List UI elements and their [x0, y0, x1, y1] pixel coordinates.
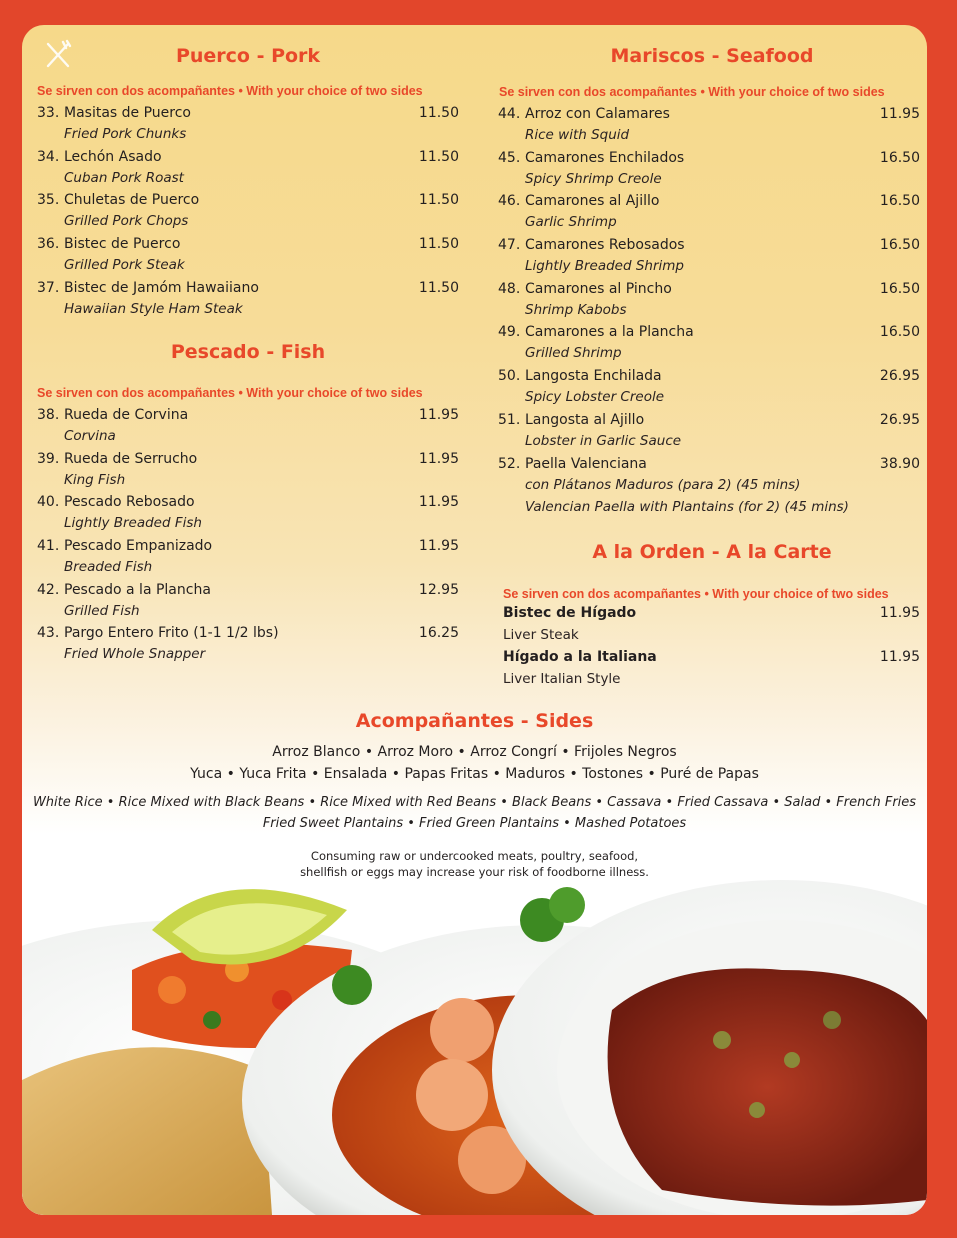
item-price: 16.50 — [879, 149, 920, 166]
item-description: Lobster in Garlic Sauce — [525, 432, 682, 449]
pork-section-subtitle: Se sirven con dos acompañantes • With your choice of two sides — [37, 84, 423, 98]
item-description: Fried Pork Chunks — [64, 126, 187, 142]
item-description: Spicy Lobster Creole — [525, 389, 665, 406]
item-number: 38. — [37, 407, 60, 423]
item-price: 16.50 — [879, 324, 920, 341]
item-price: 11.95 — [418, 407, 459, 423]
item-description: King Fish — [64, 471, 126, 488]
pork-section-title: Puerco - Pork — [175, 45, 321, 67]
item-price: 11.95 — [418, 494, 459, 511]
fish-item-list — [37, 407, 459, 669]
item-number: 37. — [37, 279, 60, 296]
seafood-menu-item — [498, 281, 920, 325]
item-description: Shrimp Kabobs — [525, 301, 627, 318]
item-price: 16.50 — [879, 193, 920, 210]
sides-section-title: Acompañantes - Sides — [355, 710, 594, 732]
seafood-menu-item — [498, 455, 920, 515]
item-number: 52. — [498, 455, 521, 472]
pork-menu-item — [37, 280, 459, 324]
item-description: Lightly Breaded Shrimp — [525, 258, 684, 275]
item-name: Pargo Entero Frito (1-1 1/2 lbs) — [64, 625, 279, 642]
item-number: 47. — [498, 237, 521, 254]
seafood-menu-item — [498, 368, 920, 412]
item-number: 46. — [498, 193, 521, 210]
fish-section-title: Pescado - Fish — [170, 341, 326, 363]
item-name: Pescado Rebosado — [64, 494, 195, 511]
item-number: 43. — [37, 625, 60, 642]
item-name: Arroz con Calamares — [525, 106, 670, 122]
item-description: Fried Whole Snapper — [64, 646, 206, 663]
item-price: 11.50 — [418, 279, 459, 296]
item-number: 40. — [37, 494, 60, 511]
item-description: con Plátanos Maduros (para 2) (45 mins) — [525, 476, 801, 493]
item-description: Lightly Breaded Fish — [64, 515, 202, 532]
item-price: 11.95 — [879, 106, 920, 122]
pork-menu-item — [37, 192, 459, 236]
item-price: 11.50 — [418, 148, 459, 165]
item-name: Langosta Enchilada — [525, 368, 662, 385]
alacarte-menu-item — [503, 605, 920, 649]
seafood-menu-item — [498, 237, 920, 281]
item-price: 11.95 — [879, 648, 920, 665]
item-number: 51. — [498, 411, 521, 428]
seafood-menu-item — [498, 324, 920, 368]
item-price: 12.95 — [418, 581, 459, 598]
item-name: Hígado a la Italiana — [503, 648, 657, 665]
item-name: Paella Valenciana — [525, 455, 647, 472]
item-name: Bistec de Hígado — [503, 605, 637, 621]
item-price: 11.95 — [418, 450, 459, 467]
sides-spanish-line-1: Arroz Blanco • Arroz Moro • Arroz Congrí • Frijoles Negros — [272, 744, 677, 760]
fish-menu-item — [37, 451, 459, 495]
seafood-section-subtitle: Se sirven con dos acompañantes • With your choice of two sides — [499, 85, 885, 99]
item-number: 44. — [498, 106, 521, 122]
item-description: Spicy Shrimp Creole — [525, 170, 662, 187]
item-price: 11.95 — [418, 538, 459, 555]
item-name: Masitas de Puerco — [64, 105, 191, 121]
fish-menu-item — [37, 538, 459, 582]
item-price: 16.25 — [418, 625, 459, 642]
item-description: Hawaiian Style Ham Steak — [64, 300, 243, 317]
item-price: 11.50 — [418, 236, 459, 253]
item-price: 11.50 — [418, 192, 459, 209]
seafood-item-list — [498, 106, 920, 515]
item-name: Langosta al Ajillo — [525, 411, 645, 428]
item-description: Rice with Squid — [525, 127, 630, 143]
item-number: 35. — [37, 192, 60, 209]
item-name: Lechón Asado — [64, 148, 162, 165]
sides-spanish-line-2: Yuca • Yuca Frita • Ensalada • Papas Fritas • Maduros • Tostones • Puré de Papas — [190, 766, 759, 782]
seafood-menu-item — [498, 150, 920, 194]
item-price: 16.50 — [879, 237, 920, 254]
seafood-menu-item — [498, 193, 920, 237]
food-warning-line-1: Consuming raw or undercooked meats, poultry, seafood, — [310, 849, 639, 863]
item-description: Grilled Pork Steak — [64, 257, 185, 274]
item-description: Corvina — [64, 428, 116, 444]
item-name: Bistec de Puerco — [64, 236, 181, 253]
item-name: Camarones al Ajillo — [525, 193, 660, 210]
food-plates-photo — [22, 870, 927, 1215]
item-name: Rueda de Serrucho — [64, 450, 198, 467]
fish-menu-item — [37, 582, 459, 626]
item-name: Camarones al Pincho — [525, 280, 672, 297]
item-description: Cuban Pork Roast — [64, 169, 184, 186]
item-description-english: Valencian Paella with Plantains (for 2) (45 mins) — [525, 498, 849, 515]
item-name: Chuletas de Puerco — [64, 192, 200, 209]
seafood-menu-item — [498, 412, 920, 456]
fish-menu-item — [37, 407, 459, 451]
alacarte-section-title: A la Orden - A la Carte — [592, 541, 832, 563]
item-name: Camarones a la Plancha — [525, 324, 694, 341]
sides-english-line-1: White Rice • Rice Mixed with Black Beans • Rice Mixed with Red Beans • Black Beans • Cassava • Fried Cassava • Salad • French Fries — [32, 795, 917, 810]
seafood-menu-item — [498, 106, 920, 150]
pork-menu-item — [37, 149, 459, 193]
item-number: 41. — [37, 538, 60, 555]
item-description: Grilled Shrimp — [525, 345, 622, 362]
item-name: Rueda de Corvina — [64, 407, 189, 423]
sides-english-line-2: Fried Sweet Plantains • Fried Green Plantains • Mashed Potatoes — [262, 816, 687, 831]
item-description: Liver Italian Style — [503, 670, 621, 687]
item-name: Pescado Empanizado — [64, 538, 213, 555]
alacarte-section-subtitle: Se sirven con dos acompañantes • With your choice of two sides — [503, 587, 889, 601]
fish-menu-item — [37, 494, 459, 538]
item-price: 38.90 — [879, 455, 920, 472]
item-price: 11.50 — [418, 105, 459, 121]
item-price: 11.95 — [879, 605, 920, 621]
item-name: Camarones Rebosados — [525, 237, 685, 254]
pork-menu-item — [37, 105, 459, 149]
item-name: Pescado a la Plancha — [64, 581, 211, 598]
item-description: Garlic Shrimp — [525, 214, 617, 231]
item-description: Grilled Fish — [64, 602, 140, 619]
seafood-section-title: Mariscos - Seafood — [610, 45, 814, 67]
fish-section-subtitle: Se sirven con dos acompañantes • With your choice of two sides — [37, 386, 423, 400]
item-price: 16.50 — [879, 280, 920, 297]
pork-menu-item — [37, 236, 459, 280]
item-name: Bistec de Jamóm Hawaiiano — [64, 279, 259, 296]
alacarte-item-list — [503, 605, 920, 692]
item-price: 26.95 — [879, 411, 920, 428]
item-number: 39. — [37, 450, 60, 467]
item-number: 48. — [498, 280, 521, 297]
item-number: 45. — [498, 149, 521, 166]
item-name: Camarones Enchilados — [525, 149, 685, 166]
pork-item-list — [37, 105, 459, 323]
item-number: 33. — [37, 105, 60, 121]
item-number: 36. — [37, 236, 60, 253]
item-description: Grilled Pork Chops — [64, 213, 189, 230]
item-number: 34. — [37, 148, 60, 165]
fish-menu-item — [37, 625, 459, 669]
item-description: Breaded Fish — [64, 559, 153, 576]
item-number: 49. — [498, 324, 521, 341]
item-number: 42. — [37, 581, 60, 598]
item-number: 50. — [498, 368, 521, 385]
item-price: 26.95 — [879, 368, 920, 385]
menu-page — [22, 25, 927, 1215]
food-warning-line-2: shellfish or eggs may increase your risk of foodborne illness. — [300, 865, 649, 879]
alacarte-menu-item — [503, 649, 920, 693]
item-description: Liver Steak — [503, 627, 579, 643]
